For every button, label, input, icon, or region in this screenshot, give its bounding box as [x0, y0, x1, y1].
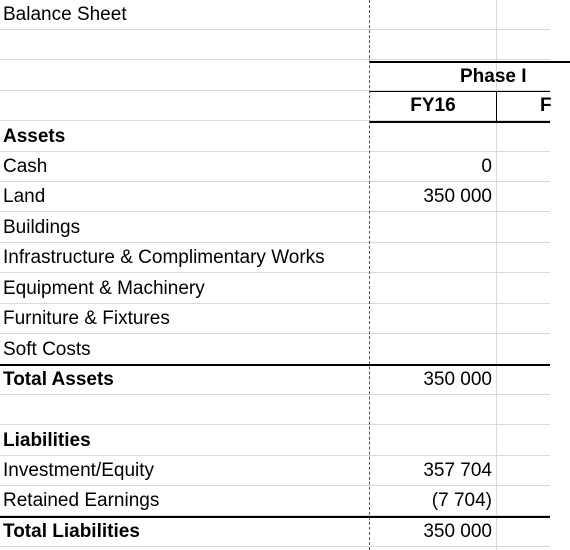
value-soft-costs[interactable] — [370, 335, 492, 364]
row-label-retained-earnings[interactable]: Retained Earnings — [3, 490, 160, 511]
table-row — [0, 122, 550, 152]
row-label-blank[interactable] — [3, 395, 368, 424]
table-row — [0, 243, 550, 273]
year-header-fy16[interactable]: FY16 — [410, 95, 456, 116]
table-row — [0, 365, 550, 395]
table-row — [0, 456, 550, 486]
row-label-land[interactable]: Land — [3, 186, 46, 207]
row-label-equipment[interactable]: Equipment & Machinery — [3, 278, 205, 299]
row-label-total-liabilities[interactable]: Total Liabilities — [3, 521, 140, 542]
value-total-liabilities[interactable]: 350 000 — [423, 521, 492, 542]
table-row — [0, 274, 550, 304]
header-bottom-border — [370, 121, 550, 123]
total-assets-top-border — [0, 364, 550, 366]
value-furniture[interactable] — [370, 304, 492, 333]
phase-header — [370, 61, 570, 91]
table-row — [0, 182, 550, 212]
table-row — [0, 486, 550, 516]
value-blank[interactable] — [370, 395, 492, 424]
value-equipment[interactable] — [370, 274, 492, 303]
section-heading-liabilities[interactable]: Liabilities — [3, 430, 91, 451]
row-label-total-assets[interactable]: Total Assets — [3, 369, 114, 390]
row-label-buildings[interactable]: Buildings — [3, 217, 81, 238]
row-label-infrastructure[interactable]: Infrastructure & Complimentary Works — [3, 247, 325, 268]
year-column-divider — [496, 91, 497, 122]
table-row — [0, 213, 550, 243]
value-total-assets[interactable]: 350 000 — [423, 369, 492, 390]
table-row — [0, 517, 550, 547]
value-infrastructure[interactable] — [370, 243, 492, 272]
row-label-investment-equity[interactable]: Investment/Equity — [3, 460, 155, 481]
value-buildings[interactable] — [370, 213, 492, 242]
value-land[interactable]: 350 000 — [423, 186, 492, 207]
table-row — [0, 426, 550, 456]
value-cell[interactable] — [370, 426, 492, 455]
table-row — [0, 304, 550, 334]
row-label-cash[interactable]: Cash — [3, 156, 48, 177]
sheet-row-empty — [0, 30, 550, 60]
table-row — [0, 335, 550, 365]
total-liabilities-top-border — [0, 516, 550, 518]
section-heading-assets[interactable]: Assets — [3, 126, 66, 147]
value-cash[interactable]: 0 — [481, 156, 492, 177]
phase-header-label[interactable]: Phase I — [460, 66, 527, 87]
table-row — [0, 395, 550, 425]
table-row — [0, 152, 550, 182]
year-header-next[interactable]: F — [540, 95, 552, 116]
value-cell[interactable] — [370, 122, 492, 151]
sheet-title[interactable]: Balance Sheet — [3, 4, 127, 25]
row-label-furniture[interactable]: Furniture & Fixtures — [3, 308, 170, 329]
value-investment-equity[interactable]: 357 704 — [423, 460, 492, 481]
sheet-row-title — [0, 0, 550, 30]
row-label-soft-costs[interactable]: Soft Costs — [3, 339, 91, 360]
value-retained-earnings[interactable]: (7 704) — [431, 490, 492, 511]
